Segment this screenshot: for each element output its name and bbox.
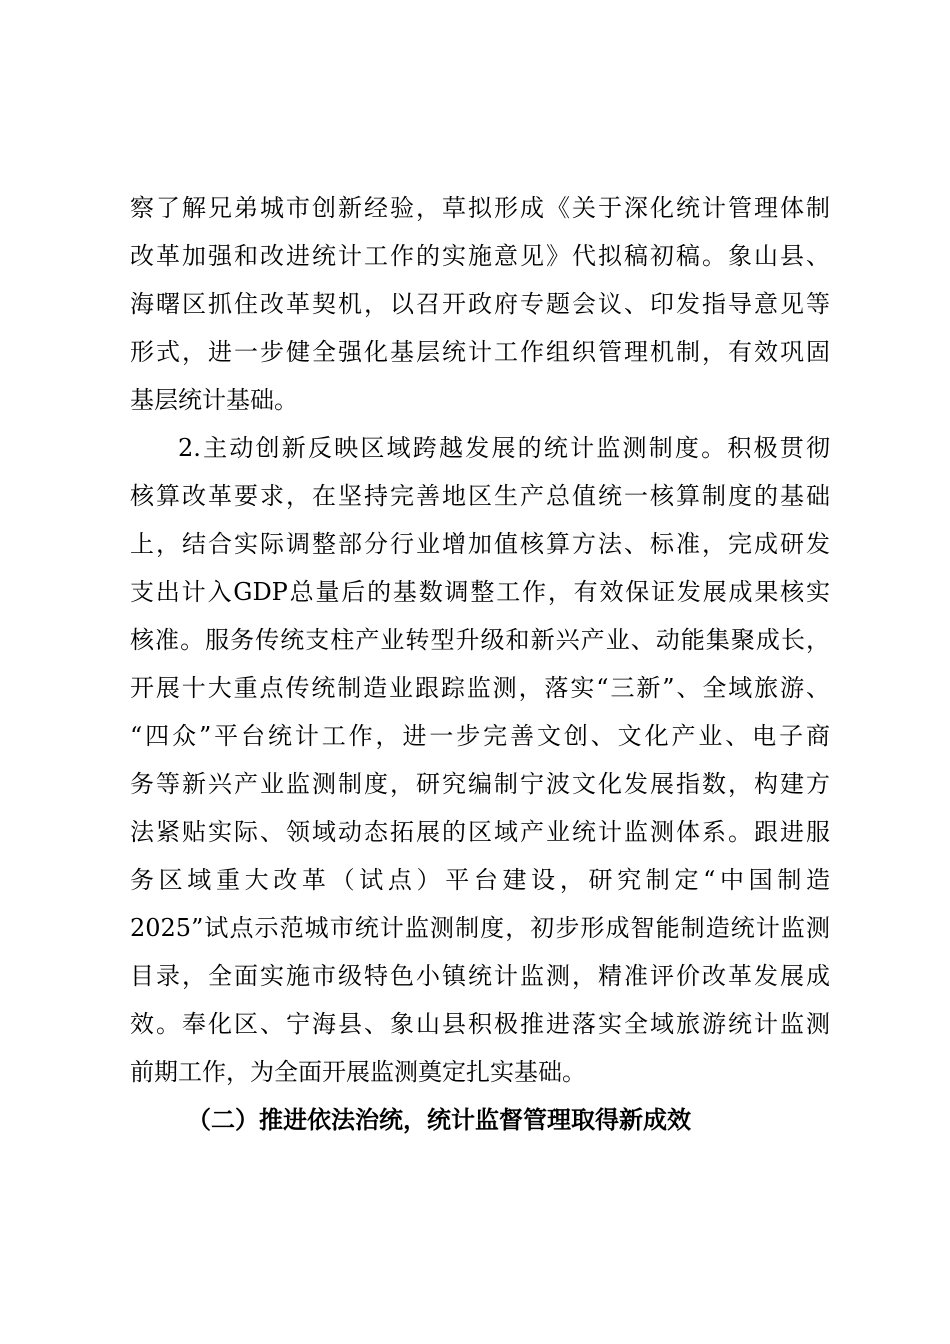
text-line: 2.主动创新反映区域跨越发展的统计监测制度。积极贯彻	[178, 434, 830, 462]
text-line: 核准。服务传统支柱产业转型升级和新兴产业、动能集聚成长，	[130, 626, 830, 654]
text-line: 支出计入GDP总量后的基数调整工作，有效保证发展成果核实	[130, 578, 830, 606]
text-line: 目录，全面实施市级特色小镇统计监测，精准评价改革发展成	[130, 962, 830, 990]
text-line: 察了解兄弟城市创新经验，草拟形成《关于深化统计管理体制	[130, 194, 830, 222]
text-line: 核算改革要求，在坚持完善地区生产总值统一核算制度的基础	[130, 482, 830, 510]
text-line: 开展十大重点传统制造业跟踪监测，落实“三新”、全域旅游、	[130, 674, 830, 702]
text-line: 务等新兴产业监测制度，研究编制宁波文化发展指数，构建方	[130, 770, 830, 798]
text-line: 上，结合实际调整部分行业增加值核算方法、标准，完成研发	[130, 530, 830, 558]
text-line: 2025”试点示范城市统计监测制度，初步形成智能制造统计监测	[130, 914, 830, 942]
text-line: 改革加强和改进统计工作的实施意见》代拟稿初稿。象山县、	[130, 242, 830, 270]
text-line: 基层统计基础。	[130, 386, 298, 414]
text-line: 务区域重大改革（试点）平台建设，研究制定“中国制造	[130, 866, 830, 894]
text-line: 形式，进一步健全强化基层统计工作组织管理机制，有效巩固	[130, 338, 830, 366]
text-line: 前期工作，为全面开展监测奠定扎实基础。	[130, 1058, 586, 1086]
text-line: 效。奉化区、宁海县、象山县积极推进落实全域旅游统计监测	[130, 1010, 830, 1038]
section-heading: （二）推进依法治统，统计监督管理取得新成效	[187, 1105, 691, 1134]
text-line: 法紧贴实际、领域动态拓展的区域产业统计监测体系。跟进服	[130, 818, 830, 846]
text-line: “四众”平台统计工作，进一步完善文创、文化产业、电子商	[130, 722, 830, 750]
text-line: 海曙区抓住改革契机，以召开政府专题会议、印发指导意见等	[130, 290, 830, 318]
